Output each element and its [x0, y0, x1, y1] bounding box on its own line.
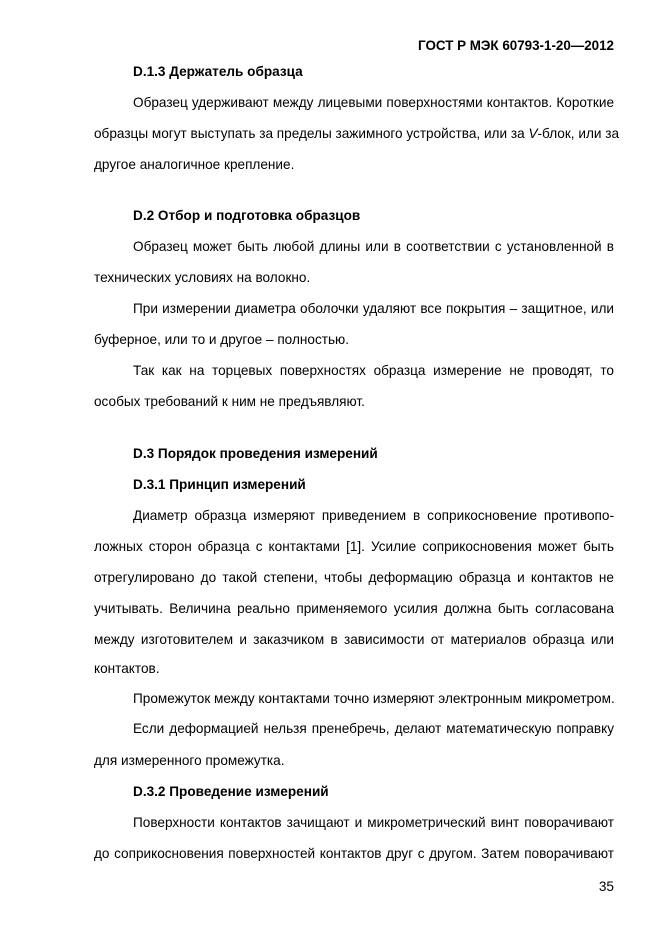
- paragraph-line: Промежуток между контактами точно измеряют электронным микрометром.: [133, 691, 615, 706]
- heading-d-3-2: D.3.2 Проведение измерений: [133, 784, 329, 799]
- paragraph-line: для измеренного промежутка.: [94, 753, 285, 768]
- paragraph-line: до соприкосновения поверхностей контактов друг с другом. Затем поворачивают: [94, 846, 614, 861]
- paragraph-line: отрегулировано до такой степени, чтобы деформацию образца и контактов не: [94, 570, 614, 585]
- paragraph-line: другое аналогичное крепление.: [94, 157, 295, 172]
- paragraph-line: учитывать. Величина реально применяемого усилия должна быть согласована: [94, 601, 614, 616]
- document-header: ГОСТ Р МЭК 60793-1-20—2012: [418, 38, 614, 53]
- paragraph-line: Если деформацией нельзя пренебречь, делают математическую поправку: [133, 721, 614, 736]
- heading-d-1-3: D.1.3 Держатель образца: [133, 64, 303, 79]
- page-number: 35: [598, 879, 614, 894]
- paragraph-line: буферное, или то и другое – полностью.: [94, 332, 350, 347]
- paragraph-line: Образец может быть любой длины или в соответствии с установленной в: [133, 239, 614, 254]
- paragraph-line: Поверхности контактов зачищают и микрометрический винт поворачивают: [133, 815, 614, 830]
- paragraph-line: ложных сторон образца с контактами [1]. Усилие соприкосновения может быть: [94, 539, 614, 554]
- paragraph-line: [94, 126, 620, 141]
- paragraph-line: При измерении диаметра оболочки удаляют все покрытия – защитное, или: [133, 301, 614, 316]
- heading-d-3: D.3 Порядок проведения измерений: [133, 446, 378, 461]
- text-span: образцы могут выступать за пределы зажимного устройства, или за: [94, 126, 529, 141]
- paragraph-line: особых требований к ним не предъявляют.: [94, 394, 365, 409]
- paragraph-line: Так как на торцевых поверхностях образца измерение не проводят, то: [133, 363, 614, 378]
- paragraph-line: между изготовителем и заказчиком в зависимости от материалов образца или: [94, 632, 614, 647]
- italic-text: V: [528, 126, 538, 141]
- paragraph-line: Образец удерживают между лицевыми поверхностями контактов. Короткие: [133, 95, 614, 110]
- paragraph-line: Диаметр образца измеряют приведением в соприкосновение противопо-: [133, 508, 614, 523]
- text-span: -блок, или за: [537, 126, 620, 141]
- paragraph-line: технических условиях на волокно.: [94, 270, 311, 285]
- paragraph-line: контактов.: [94, 661, 160, 676]
- heading-d-2: D.2 Отбор и подготовка образцов: [133, 208, 361, 223]
- heading-d-3-1: D.3.1 Принцип измерений: [133, 477, 306, 492]
